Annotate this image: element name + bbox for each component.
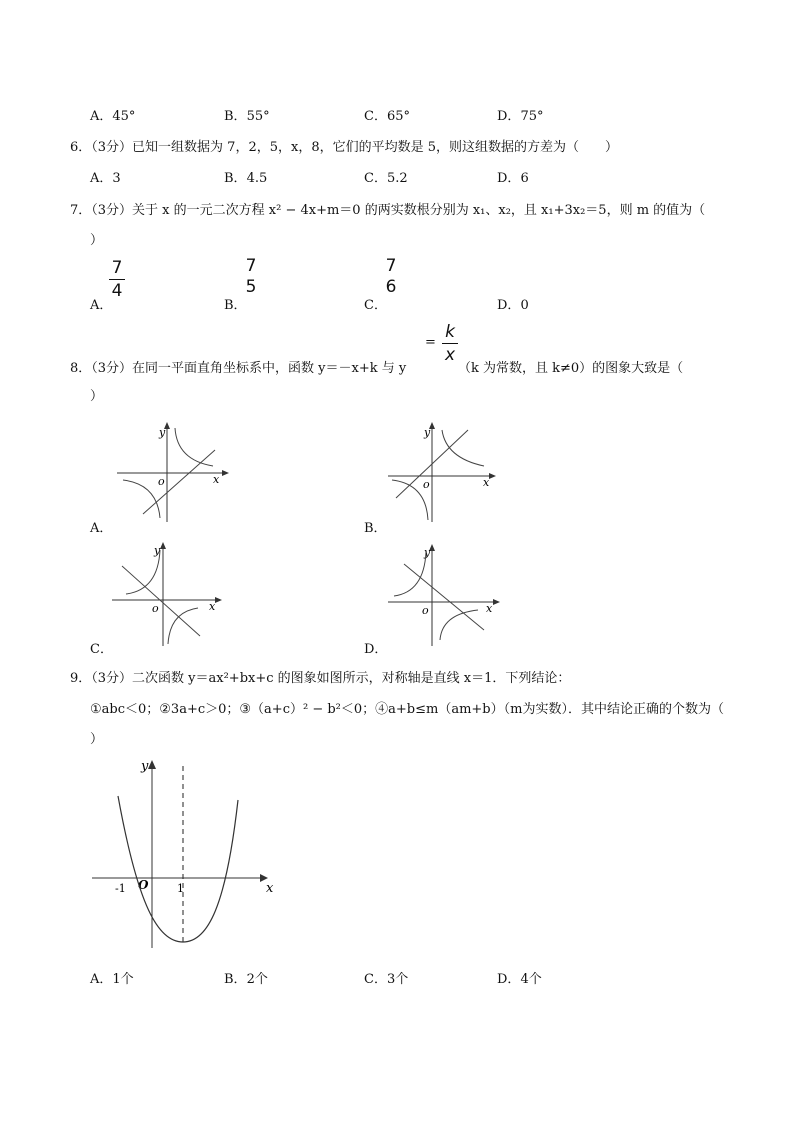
y-arrow-icon xyxy=(160,542,166,549)
q8-stem: 8．（3分）在同一平面直角坐标系中，函数 y＝－x+k 与 y xyxy=(70,361,407,376)
x-label: x xyxy=(483,476,490,489)
q5-option-b[interactable]: B．55° xyxy=(224,109,270,124)
origin-label: o xyxy=(422,604,429,617)
q9-option-d[interactable]: D．4个 xyxy=(497,972,542,987)
q9-parabola-graph xyxy=(88,756,278,952)
q6-option-c[interactable]: C．5.2 xyxy=(364,171,408,186)
x-label: x xyxy=(266,881,274,896)
x-label: x xyxy=(213,473,220,486)
q9-stem: 9．（3分）二次函数 y＝ax²+bx+c 的图象如图所示，对称轴是直线 x＝1．下列结论： xyxy=(70,671,571,686)
y-label: y xyxy=(154,544,161,557)
tick-label-one: 1 xyxy=(177,882,184,895)
origin-label: o xyxy=(423,478,430,491)
x-label: x xyxy=(209,600,216,613)
hyperbola-branch xyxy=(168,608,198,644)
q8-fraction-eq: = xyxy=(425,335,436,350)
q9-option-a[interactable]: A．1个 xyxy=(90,972,134,987)
fraction: 7 6 xyxy=(385,256,397,297)
parabola xyxy=(118,796,238,942)
q9-option-b[interactable]: B．2个 xyxy=(224,972,268,987)
origin-label: o xyxy=(158,475,165,488)
fraction: 7 4 xyxy=(107,258,127,301)
origin-label: o xyxy=(152,602,159,615)
q7-stem-end: ） xyxy=(90,233,104,248)
line-graph xyxy=(122,566,200,636)
q8-fraction-k-over-x: k x xyxy=(440,322,460,365)
q9-option-c[interactable]: C．3个 xyxy=(364,972,409,987)
x-arrow-icon xyxy=(489,473,496,479)
q6-option-b[interactable]: B．4.5 xyxy=(224,171,268,186)
q7-stem: 7．（3分）关于 x 的一元二次方程 x² − 4x+m＝0 的两实数根分别为 x₁、x₂，且 x₁+3x₂＝5，则 m 的值为（ xyxy=(70,203,706,218)
q8-option-d[interactable]: D． xyxy=(364,642,388,657)
q9-conclusions: ①abc＜0；②3a+c＞0；③（a+c）² − b²＜0；④a+b≤m（am+b）（m为实数）．其中结论正确的个数为（ xyxy=(90,702,724,717)
q8-graph-c xyxy=(108,540,228,648)
origin-label: O xyxy=(138,878,149,892)
tick-label-neg-one: -1 xyxy=(115,882,126,895)
fraction: 7 5 xyxy=(245,256,257,297)
line-graph xyxy=(404,564,484,630)
x-label: x xyxy=(486,602,493,615)
q6-stem: 6．（3分）已知一组数据为 7，2，5，x，8，它们的平均数是 5，则这组数据的方差为（ ） xyxy=(70,140,618,155)
x-arrow-icon xyxy=(493,599,500,605)
x-arrow-icon xyxy=(222,470,229,476)
hyperbola-branch xyxy=(175,428,213,466)
x-arrow-icon xyxy=(215,597,222,603)
q8-option-a[interactable]: A． xyxy=(90,521,113,536)
q9-stem-end: ） xyxy=(90,732,104,747)
q8-graph-b xyxy=(384,418,504,526)
line-graph xyxy=(143,450,215,514)
q8-option-b[interactable]: B． xyxy=(364,521,387,536)
y-label: y xyxy=(141,759,149,774)
hyperbola-branch xyxy=(394,552,426,596)
y-label: y xyxy=(424,426,431,439)
q8-graph-d xyxy=(384,540,504,648)
q5-option-a[interactable]: A．45° xyxy=(90,109,136,124)
q7-option-d[interactable]: D．0 xyxy=(497,298,529,313)
hyperbola-branch xyxy=(123,480,160,518)
q8-graph-a xyxy=(113,418,233,526)
hyperbola-branch xyxy=(440,610,478,640)
q8-stem-end: ） xyxy=(90,389,104,404)
q6-option-a[interactable]: A．3 xyxy=(90,171,121,186)
q5-option-d[interactable]: D．75° xyxy=(497,109,544,124)
y-arrow-icon xyxy=(148,760,156,769)
q8-stem-tail: （k 为常数，且 k≠0）的图象大致是（ xyxy=(458,361,684,376)
y-label: y xyxy=(424,546,431,559)
y-label: y xyxy=(159,426,166,439)
q8-option-c[interactable]: C． xyxy=(90,642,113,657)
q5-option-c[interactable]: C．65° xyxy=(364,109,410,124)
q6-option-d[interactable]: D．6 xyxy=(497,171,529,186)
